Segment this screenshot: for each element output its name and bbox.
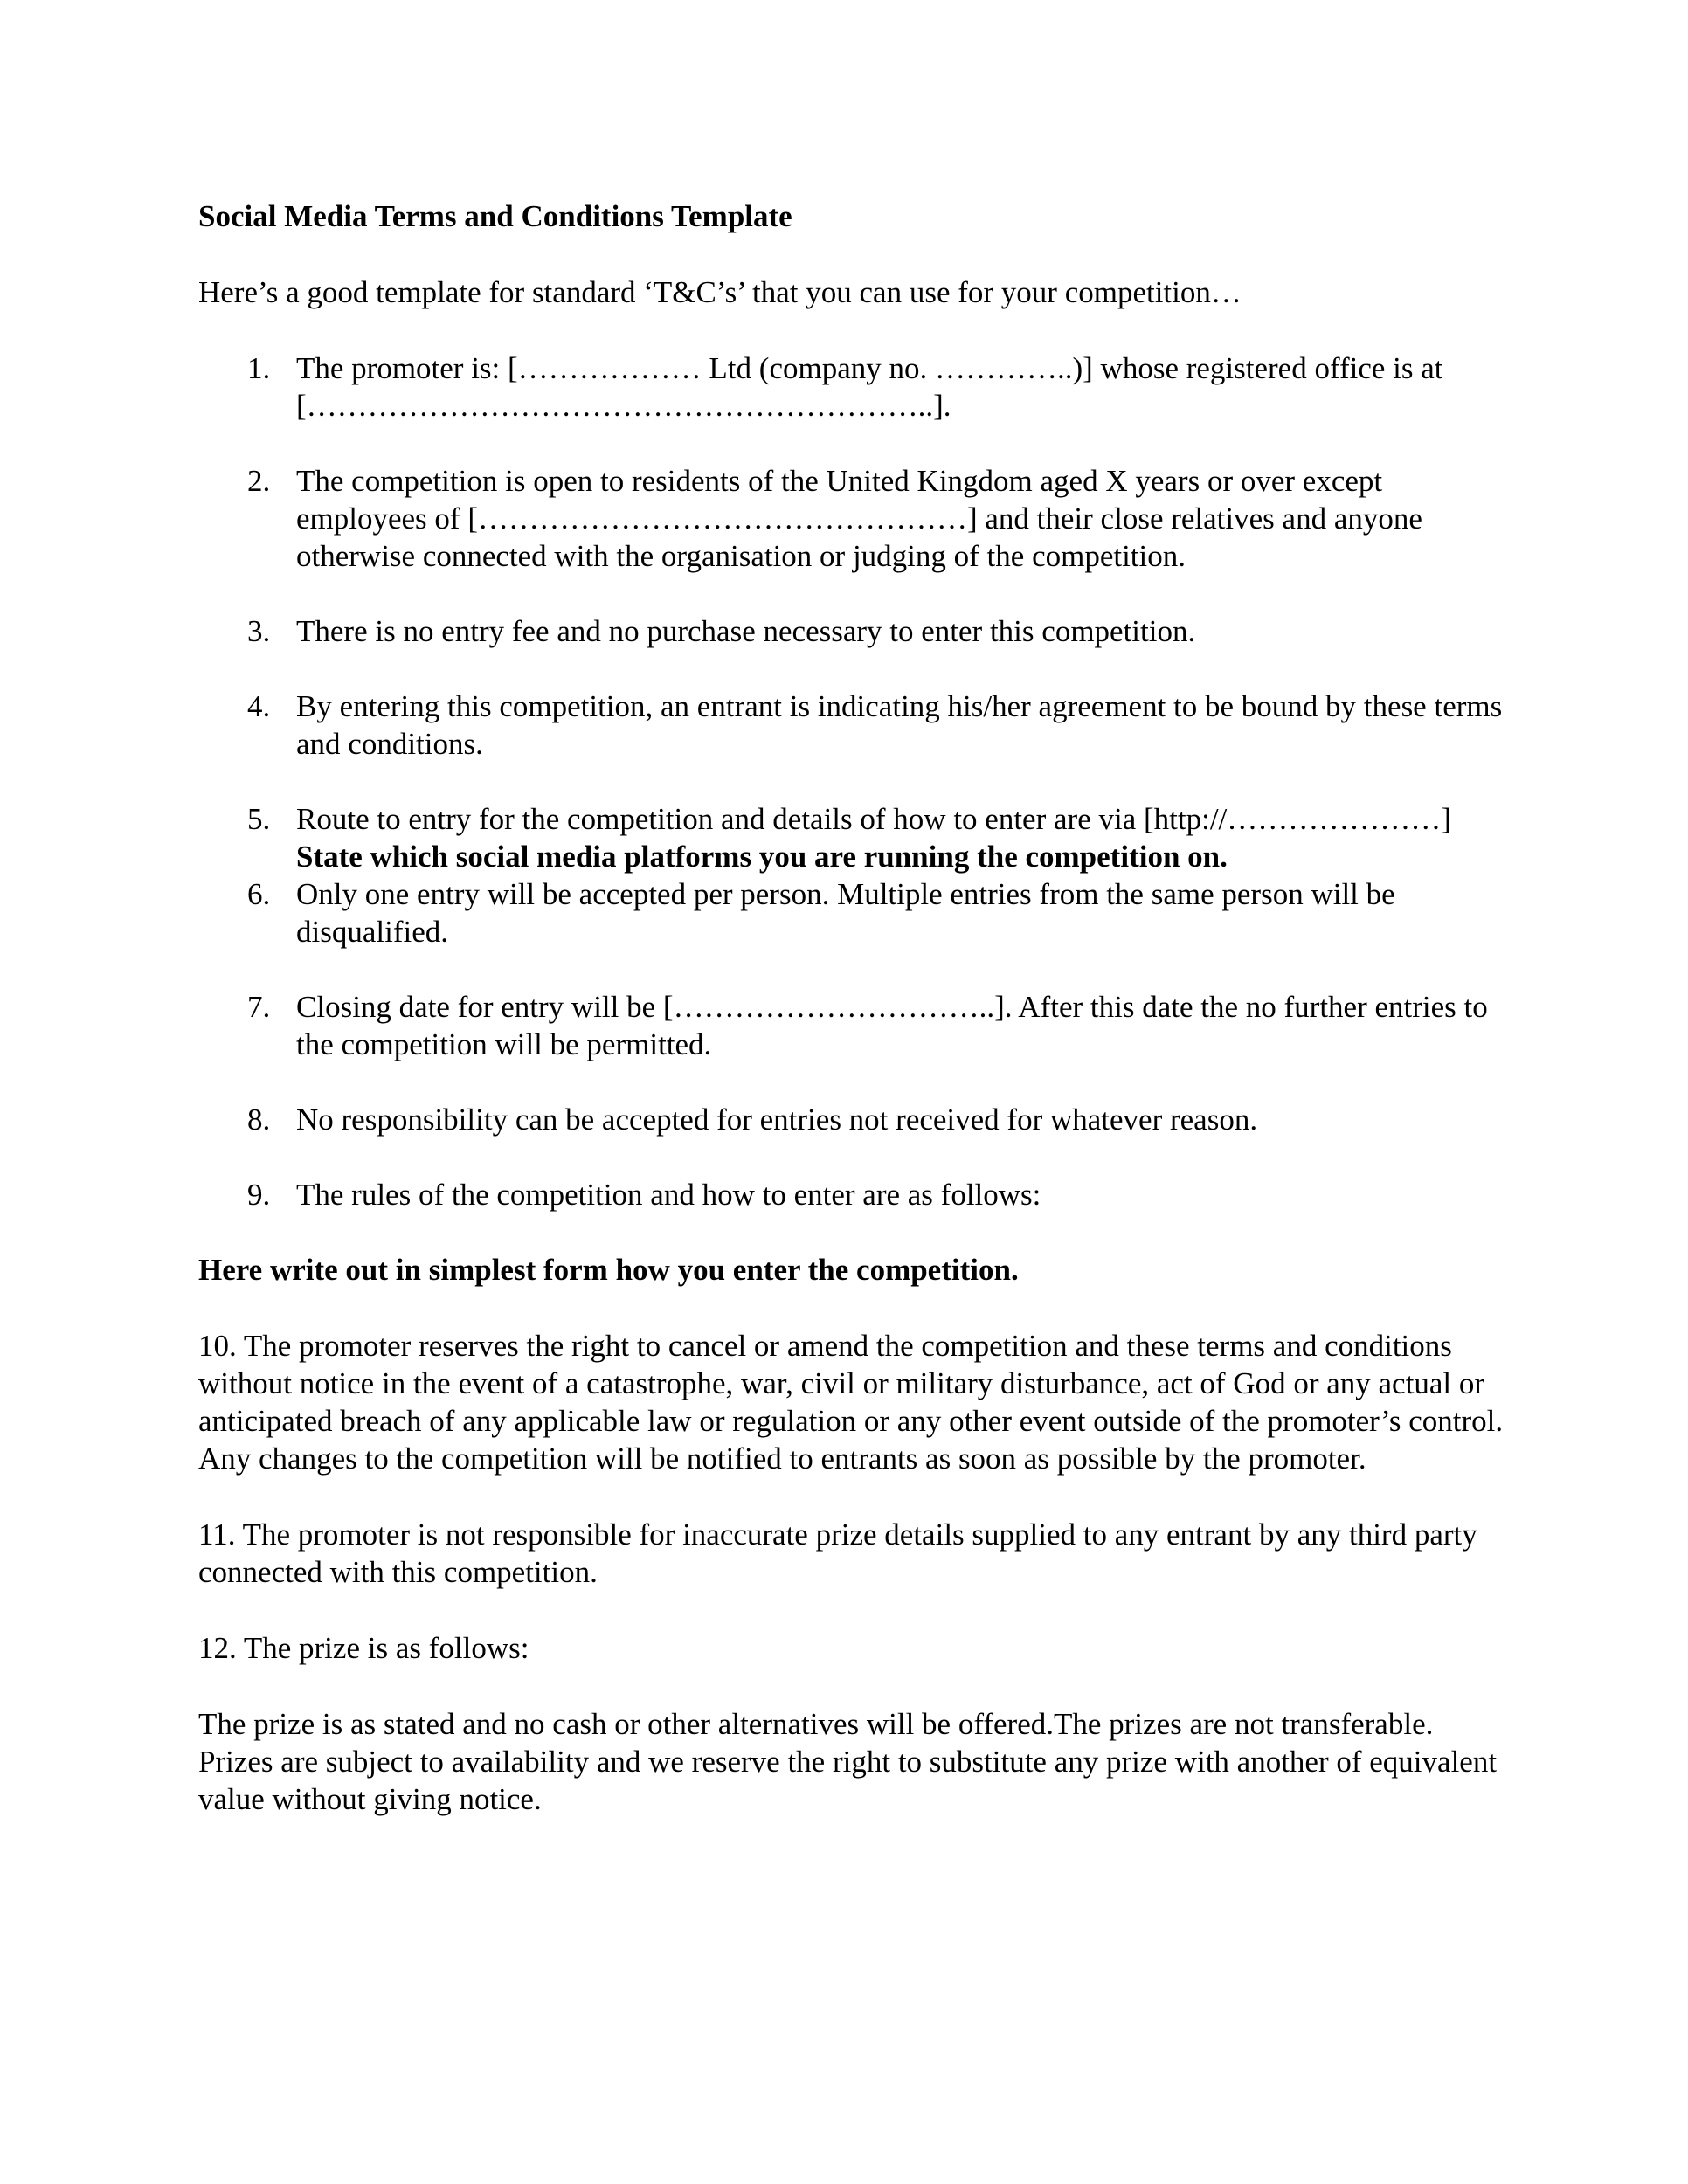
item-number: 5. xyxy=(247,802,271,836)
paragraph-11: 11. The promoter is not responsible for inaccurate prize details supplied to any entrant by any third party connected with this competition. xyxy=(198,1517,1477,1589)
item-bold-instruction: State which social media platforms you are running the competition on. xyxy=(296,840,1228,874)
item-number: 4. xyxy=(247,689,271,723)
item-text: The competition is open to residents of the United Kingdom aged X years or over except employees of […………………………………………] and their close relatives and anyone otherwise connected with the organisation or judging of the competition. xyxy=(296,464,1422,573)
list-item xyxy=(198,800,1509,875)
item-text: The rules of the competition and how to enter are as follows: xyxy=(296,1178,1041,1212)
list-item xyxy=(198,1176,1509,1213)
list-item xyxy=(198,1101,1509,1138)
list-item xyxy=(198,462,1509,575)
rules-instruction: Here write out in simplest form how you enter the competition. xyxy=(198,1253,1019,1287)
item-text: By entering this competition, an entrant is indicating his/her agreement to be bound by these terms and conditions. xyxy=(296,689,1503,761)
item-text: Only one entry will be accepted per person. Multiple entries from the same person will be disqualified. xyxy=(296,877,1395,949)
list-item xyxy=(198,349,1509,425)
item-number: 1. xyxy=(247,351,271,385)
item-text: No responsibility can be accepted for entries not received for whatever reason. xyxy=(296,1102,1258,1137)
paragraph-12: 12. The prize is as follows: xyxy=(198,1631,529,1665)
list-item xyxy=(198,875,1509,950)
item-number: 9. xyxy=(247,1178,271,1212)
item-text: The promoter is: [……………… Ltd (company no. …………..)] whose registered office is at [……………………………………………………..]. xyxy=(296,351,1443,423)
list-item xyxy=(198,612,1509,650)
prize-text: The prize is as stated and no cash or other alternatives will be offered.The prizes are not transferable. Prizes are subject to availability and we reserve the right to substitute any prize with another of equivalent value without giving notice. xyxy=(198,1707,1498,1816)
document-title: Social Media Terms and Conditions Template xyxy=(198,199,792,233)
list-item xyxy=(198,688,1509,763)
paragraph-10: 10. The promoter reserves the right to cancel or amend the competition and these terms and conditions without notice in the event of a catastrophe, war, civil or military disturbance, act of God or any actual or anticipated breach of any applicable law or regulation or any other event outside of the promoter’s control. Any changes to the competition will be notified to entrants as soon as possible by the promoter. xyxy=(198,1329,1504,1476)
item-number: 7. xyxy=(247,990,271,1024)
item-number: 2. xyxy=(247,464,271,498)
list-item xyxy=(198,988,1509,1063)
intro-text: Here’s a good template for standard ‘T&C’s’ that you can use for your competition… xyxy=(198,275,1242,309)
document-page xyxy=(198,197,1509,1818)
item-text: There is no entry fee and no purchase necessary to enter this competition. xyxy=(296,614,1196,648)
item-text: Closing date for entry will be […………………………..]. After this date the no further entries to the competition will be permitted. xyxy=(296,990,1488,1061)
item-number: 6. xyxy=(247,877,271,911)
item-number: 3. xyxy=(247,614,271,648)
item-text: Route to entry for the competition and details of how to enter are via [http://…………………] xyxy=(296,802,1451,836)
terms-list xyxy=(198,349,1509,1213)
item-number: 8. xyxy=(247,1102,271,1137)
